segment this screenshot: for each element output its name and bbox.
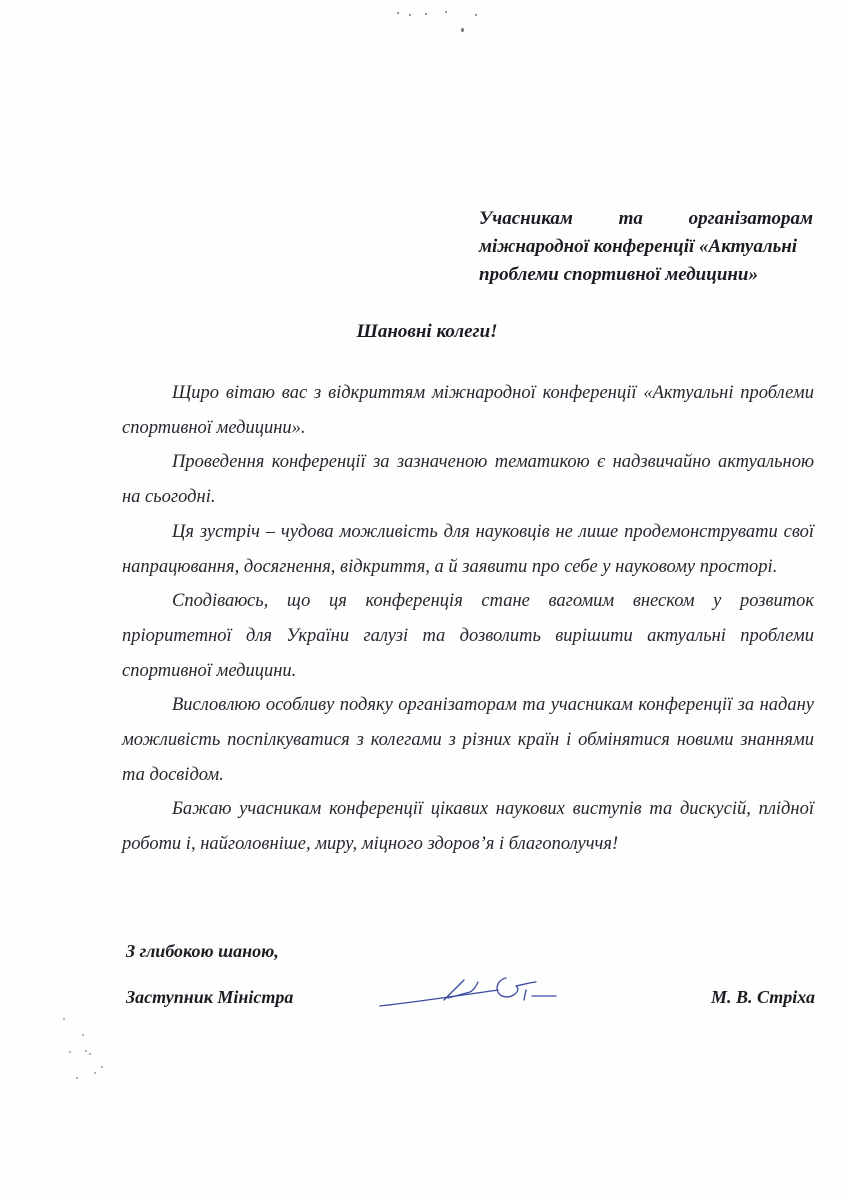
- letter-body: [122, 376, 814, 862]
- salutation: Шановні колеги!: [356, 321, 498, 342]
- addressee-word: та: [618, 208, 643, 229]
- addressee-line-3: проблеми спортивної медицини»: [479, 264, 758, 285]
- paragraph: Ця зустріч – чудова можливість для науковців не лише продемонструвати свої напрацювання, досягнення, відкриття, а й заявити про себе у науковому просторі.: [122, 521, 814, 577]
- paragraph: Висловлюю особливу подяку організаторам та учасникам конференції за надану можливість поспілкуватися з колегами з різних країн і обмінятися новими знаннями та досвідом.: [122, 695, 814, 785]
- paragraph: Сподіваюсь, що ця конференція стане вагомим внеском у розвиток пріоритетної для України галузі та дозволить вирішити актуальні проблеми спортивної медицини.: [122, 591, 814, 681]
- addressee-word: Учасникам: [479, 208, 573, 229]
- addressee-line-1: [479, 205, 813, 233]
- addressee-word: організаторам: [688, 208, 813, 229]
- scan-artifacts: [395, 8, 505, 32]
- addressee-block: [479, 205, 813, 289]
- signature-icon: [366, 970, 566, 1010]
- paragraph: Бажаю учасникам конференції цікавих наукових виступів та дискусій, плідної роботи і, найголовніше, миру, міцного здоров’я і благополуччя!: [122, 799, 814, 855]
- paragraph: Проведення конференції за зазначеною тематикою є надзвичайно актуальною на сьогодні.: [122, 452, 814, 508]
- closing-phrase: З глибокою шаною,: [126, 941, 279, 961]
- paragraph: Щиро вітаю вас з відкриттям міжнародної конференції «Актуальні проблеми спортивної медицини».: [122, 383, 814, 438]
- scan-artifacts-margin: [60, 1000, 140, 1090]
- signatory-position: Заступник Міністра: [126, 987, 294, 1007]
- signatory-name: М. В. Стріха: [710, 987, 815, 1007]
- addressee-line-2: міжнародної конференції «Актуальні: [479, 236, 798, 257]
